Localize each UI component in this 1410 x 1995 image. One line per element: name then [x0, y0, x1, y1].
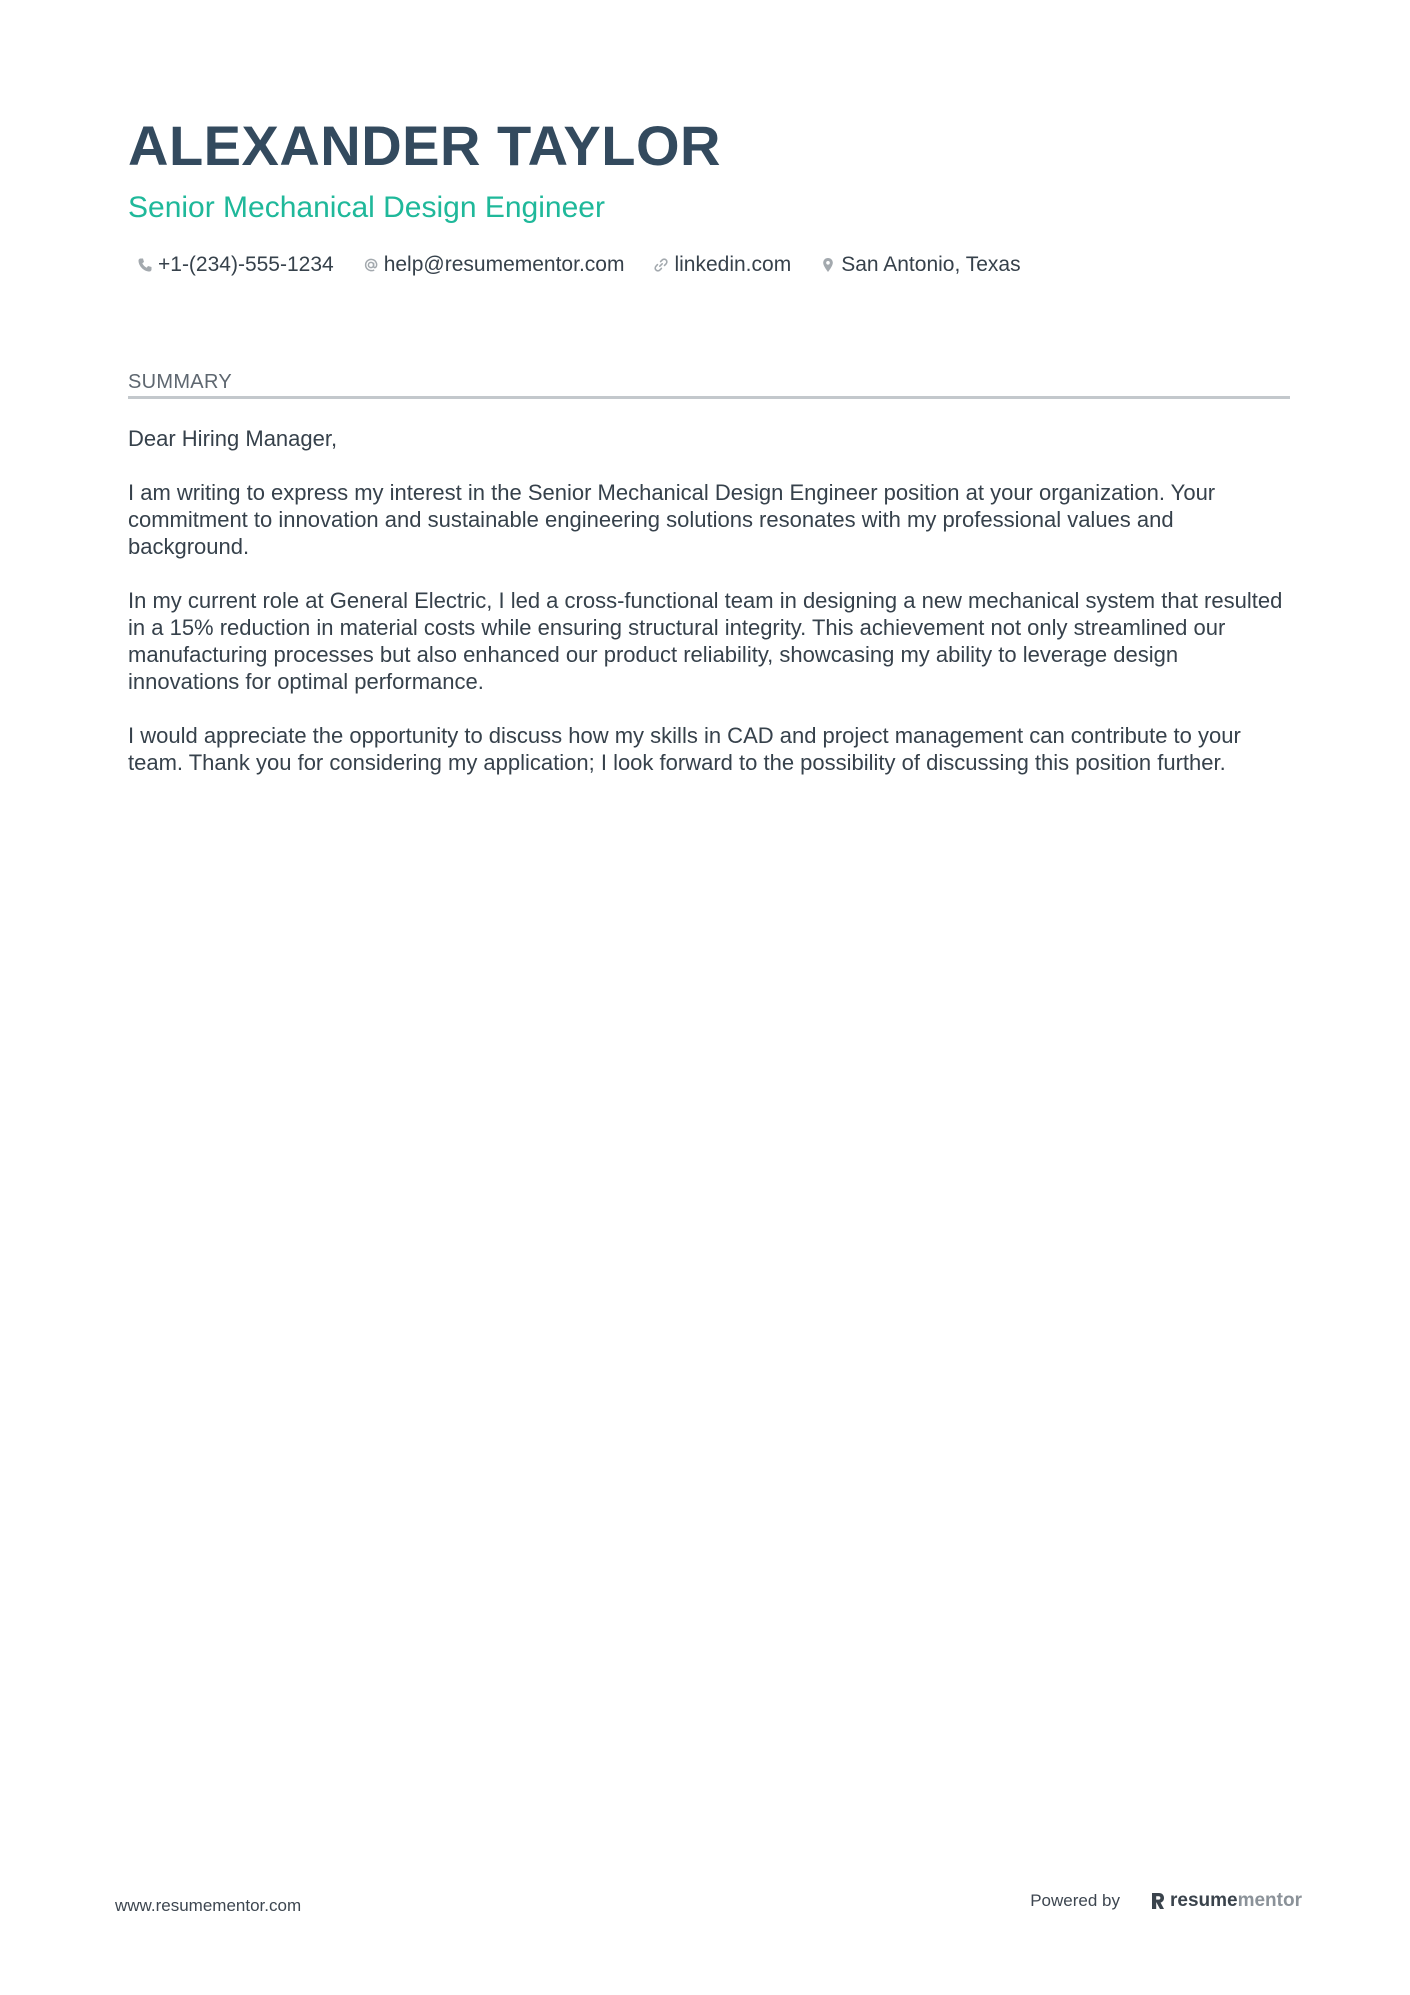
powered-by-label: Powered by [1030, 1891, 1120, 1910]
candidate-name: ALEXANDER TAYLOR [128, 114, 721, 177]
contact-link[interactable] [652, 253, 791, 277]
letter-salutation: Dear Hiring Manager, [128, 426, 338, 451]
brand-logo[interactable] [1150, 1890, 1302, 1912]
resume-page [128, 108, 1290, 803]
cover-letter-body [128, 425, 1290, 776]
job-title: Senior Mechanical Design Engineer [128, 191, 605, 224]
letter-paragraph: In my current role at General Electric, I led a cross-functional team in designing a new mechanical system that resulted in a 15% reduction in material costs while ensuring structural integrity. This achievement not only streamlined our manufacturing processes but also enhanced our product reliability, showcasing my ability to leverage design innovations for optimal performance. [128, 588, 1283, 694]
contact-email[interactable] [362, 253, 625, 277]
contact-phone[interactable] [136, 253, 334, 277]
letter-paragraph: I would appreciate the opportunity to discuss how my skills in CAD and project management can contribute to your team. Thank you for considering my application; I look forward to the possibility of discussing this position further. [128, 723, 1241, 775]
letter-paragraph: I am writing to express my interest in the Senior Mechanical Design Engineer position at your organization. Your commitment to innovation and sustainable engineering solutions resonates with my professional values and background. [128, 480, 1216, 559]
location-pin-icon [819, 256, 837, 274]
brand-text-resume: resume [1169, 1890, 1238, 1911]
at-icon [362, 256, 380, 274]
footer-website-link[interactable]: www.resumementor.com [115, 1896, 302, 1915]
contact-location [819, 253, 1020, 277]
brand-logo-icon [1150, 1891, 1166, 1911]
summary-heading: SUMMARY [128, 370, 1290, 399]
phone-icon [136, 256, 154, 274]
footer-branding [1030, 1890, 1302, 1912]
brand-text-mentor: mentor [1237, 1890, 1302, 1911]
contact-phone-text: +1-(234)-555-1234 [158, 253, 334, 276]
link-icon [652, 256, 670, 274]
contact-location-text: San Antonio, Texas [841, 253, 1021, 276]
contact-email-text: help@resumementor.com [383, 253, 625, 276]
contact-link-text: linkedin.com [674, 253, 792, 276]
contact-bar [128, 250, 1290, 280]
